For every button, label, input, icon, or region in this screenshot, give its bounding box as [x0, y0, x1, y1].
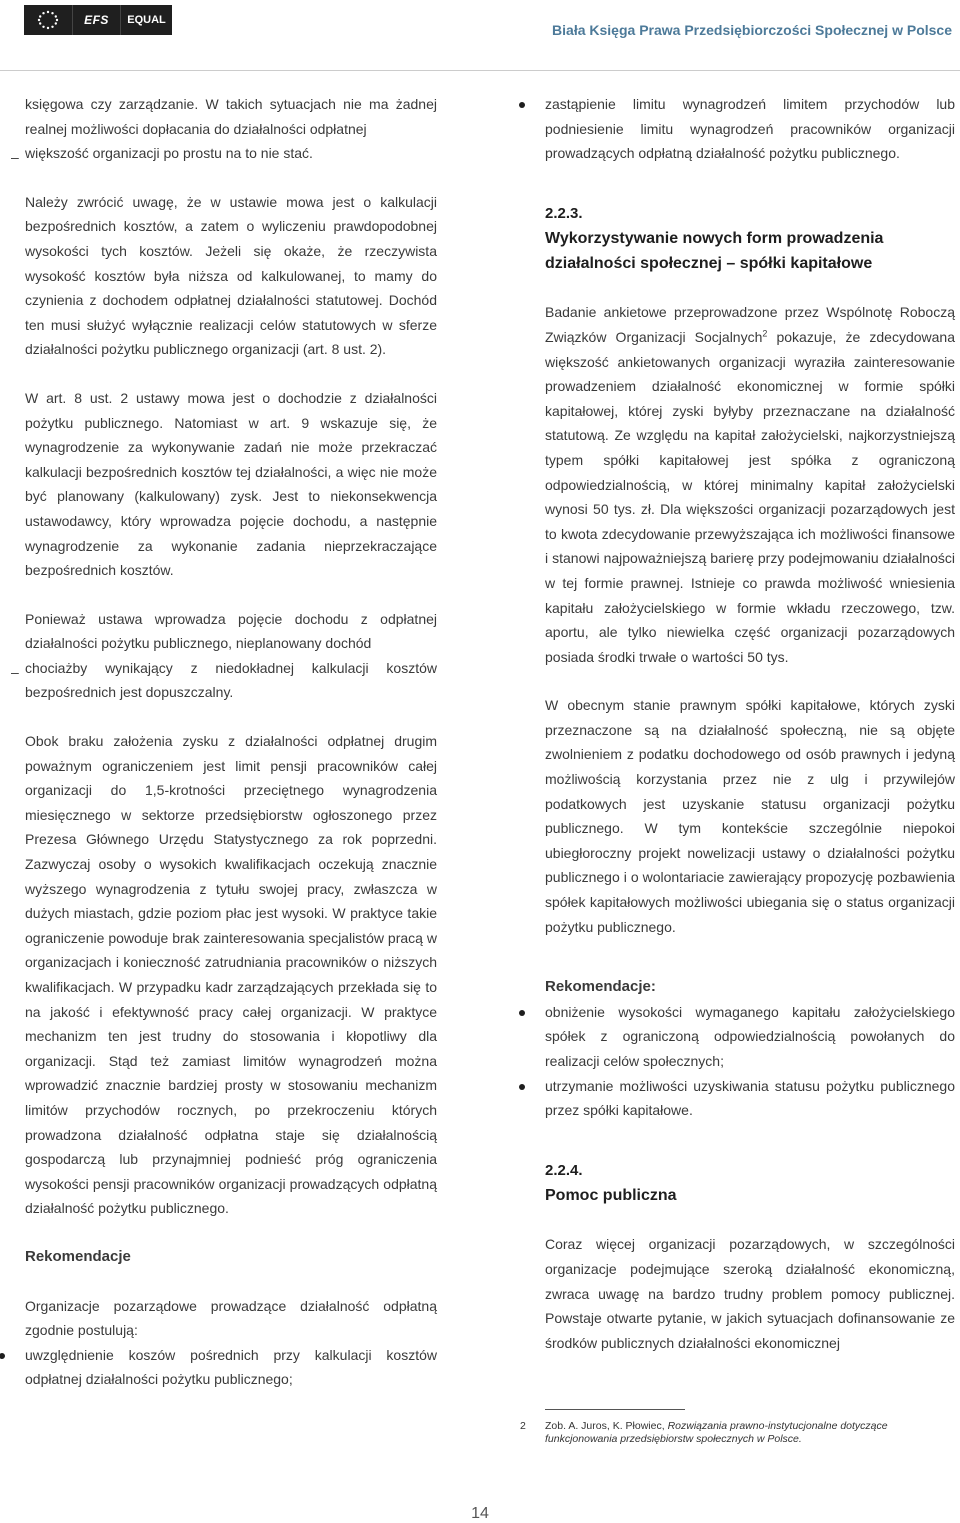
list-item: zastąpienie limitu wynagrodzeń limitem przychodów lub podniesienie limitu wynagrodzeń pracowników organizacji prowadzących odpłatną działalność pożytku publicznego. [545, 92, 955, 166]
recommendation-list [25, 1343, 437, 1392]
footnote-ref[interactable]: 2 [762, 328, 768, 339]
paragraph: Ponieważ ustawa wprowadza pojęcie dochodu z odpłatnej działalności pożytku publicznego, nieplanowany dochód – chociażby wynikający z niedokładnej kalkulacji kosztów bezpośrednich jest dopuszczalny. [11, 610, 437, 701]
bullet-icon [0, 1353, 5, 1359]
section-subheading: Rekomendacje [25, 1247, 131, 1265]
footnote-number: 2 [520, 1420, 526, 1432]
bullet-icon [519, 1084, 525, 1090]
left-column [11, 92, 437, 1392]
right-column [545, 92, 955, 1355]
paragraph: W obecnym stanie prawnym spółki kapitałowe, których zyski przeznaczone są na działalność społeczną, nie są objęte zwolnieniem z podatku dochodowego od osób prawnych i jedyną możliwością korzystania przez nie z ulg i przywilejów podatkowych jest uzyskanie statusu organizacji pożytku publicznego. W tym kontekście szczególnie niepokoi ubiegłoroczny projekt nowelizacji ustawy o działalności pożytku publicznego i o wolontariacie zawierający propozycję pozbawienia spółek kapitałowych możliwości ubiegania się o status organizacji pożytku publicznego. [545, 697, 955, 935]
paragraph: Organizacje pozarządowe prowadzące działalność odpłatną zgodnie postulują: [25, 1297, 437, 1339]
paragraph: Badanie ankietowe przeprowadzone przez Wspólnotę Roboczą Związków Organizacji Socjalnych$^2$ pokazuje, że zdecydowana większość ankietowanych organizacji wyraziła zainteresowanie prowadzeniem działalność ekonomicznej w formie spółki kapitałowej, której zyski byłyby przeznaczane na działalność statutową. Ze względu na kapitał założycielski, najkorzystniejszą typem spółki kapitałowej jest spółka z ograniczoną odpowiedzialnością, w której minimalny kapitał założycielski wynosi 50 tys. zł. Dla większości organizacji pozarządowych jest to kwota zdecydowanie przewyższająca ich możliwości finansowe i stanowi najpoważniejszą barierę przy podejmowaniu działalności w tej formie prawnej. Istnieje co prawda możliwość wniesienia kapitału założycielskiego w formie wkładu rzeczowego, tzw. aportu, ale tylko niewielka część organizacji pozarządowych posiada środki trwałe o wartości 50 tys. [545, 304, 955, 665]
list-item: uwzględnienie koszów pośrednich przy kalkulacji kosztów odpłatnej działalności pożytku publicznego; [25, 1343, 437, 1392]
efs-logo: EFS [72, 5, 120, 35]
bullet-icon [519, 102, 525, 108]
footnote-title: Rozwiązania prawno-instytucjonalne dotyczące funkcjonowania przedsiębiorstw społecznych w Polsce. [545, 1420, 888, 1445]
paragraph: Coraz więcej organizacji pozarządowych, w szczególności organizacje podejmujące szeroką działalność ekonomiczną, zwraca uwagę na bardzo trudny problem pomocy publicznej. Powstaje otwarte pytanie, w jakich sytuacjach dofinansowanie ze środków publicznych działalności ekonomicznej [545, 1236, 955, 1351]
running-header-title: Biała Księga Prawa Przedsiębiorczości Społecznej w Polsce [552, 22, 952, 38]
bullet-list [545, 92, 955, 166]
logo-strip [24, 5, 172, 35]
list-item: obniżenie wysokości wymaganego kapitału założycielskiego spółek z ograniczoną odpowiedzialnością powołanych do realizacji celów społecznych; [545, 1000, 955, 1074]
eu-flag-icon [24, 5, 72, 35]
paragraph: księgowa czy zarządzanie. W takich sytuacjach nie ma żadnej realnej możliwości dopłacania do działalności odpłatnej – większość organizacji po prostu na to nie stać. [11, 96, 437, 166]
section-number: 2.2.3. [545, 204, 583, 222]
paragraph: Obok braku założenia zysku z działalności odpłatnej drugim poważnym ograniczeniem jest limit pensji pracowników całej organizacji do 1,5-krotności przeciętnego wynagrodzenia miesięcznego w sektorze przedsiębiorstw ogłoszonego przez Prezesa Głównego Urzędu Statystycznego za rok poprzedni. Zazwyczaj osoby o wysokich kwalifikacjach oczekują znacznie wyższego wynagrodzenia z tytułu swojej pracy, zwłaszcza w dużych miastach, gdzie poziom płac jest wysoki. W praktyce takie ograniczenie powoduje brak zainteresowania specjalistów pracą w organizacjach i konieczność zatrudniania pracowników o niższych kwalifikacjach. W przypadku kadr zarządzających przekłada się to na jakość i efektywność pracy całej organizacji. W praktyce mechanizm ten jest trudny do stosowania i kłopotliwy dla organizacji. Stąd też zamiast limitów wynagrodzeń można wprowadzić znacznie bardziej prosty w stosowaniu mechanizm limitów przychodów rocznych, po przekroczeniu których prowadzona działalność odpłatna staje się działalnością gospodarczą lub przynajmniej podnieść próg ograniczenia wysokości pensji pracowników organizacji prowadzących odpłatną działalność pożytku publicznego. [25, 733, 437, 1217]
footnote [520, 1420, 960, 1446]
section-title: Wykorzystywanie nowych form prowadzenia działalności społecznej – spółki kapitałowe [545, 230, 884, 273]
header-divider [0, 70, 960, 71]
section-number: 2.2.4. [545, 1161, 583, 1179]
paragraph: Należy zwrócić uwagę, że w ustawie mowa jest o kalkulacji bezpośrednich kosztów, a zatem o wyliczeniu prawdopodobnej wysokości tych kosztów. Jeżeli się okaże, że rzeczywista wysokość kosztów była niższa od kalkulowanej, to mamy do czynienia z dochodem odpłatnej działalności statutowej. Dochód ten musi służyć wyłącznie realizacji celów statutowych w sferze działalności pożytku publicznego organizacji (art. 8 ust. 2). [25, 193, 437, 358]
section-title: Pomoc publiczna [545, 1187, 677, 1205]
equal-logo: EQUAL [120, 5, 172, 35]
footnote-divider [545, 1409, 685, 1410]
recommendation-list [545, 1000, 955, 1123]
page-header [0, 0, 960, 70]
bullet-icon [519, 1010, 525, 1016]
page-number: 14 [471, 1505, 489, 1522]
list-item: utrzymanie możliwości uzyskiwania statusu pożytku publicznego przez spółki kapitałowe. [545, 1074, 955, 1123]
footnote-author: Zob. A. Juros, K. Płowiec, [545, 1420, 668, 1432]
section-subheading: Rekomendacje: [545, 978, 656, 996]
paragraph: W art. 8 ust. 2 ustawy mowa jest o dochodzie z działalności pożytku publicznego. Natomiast w art. 9 wskazuje się, że wynagrodzenie za wykonywanie zadań nie może przekraczać kalkulacji bezpośrednich kosztów tej działalności, a więc nie może być planowany (kalkulowany) zysk. Jest to niekonsekwencja ustawodawcy, który wprowadza pojęcie dochodu, a następnie wynagrodzenie za wykonanie zadania nieprzekraczające bezpośrednich kosztów. [25, 389, 437, 579]
